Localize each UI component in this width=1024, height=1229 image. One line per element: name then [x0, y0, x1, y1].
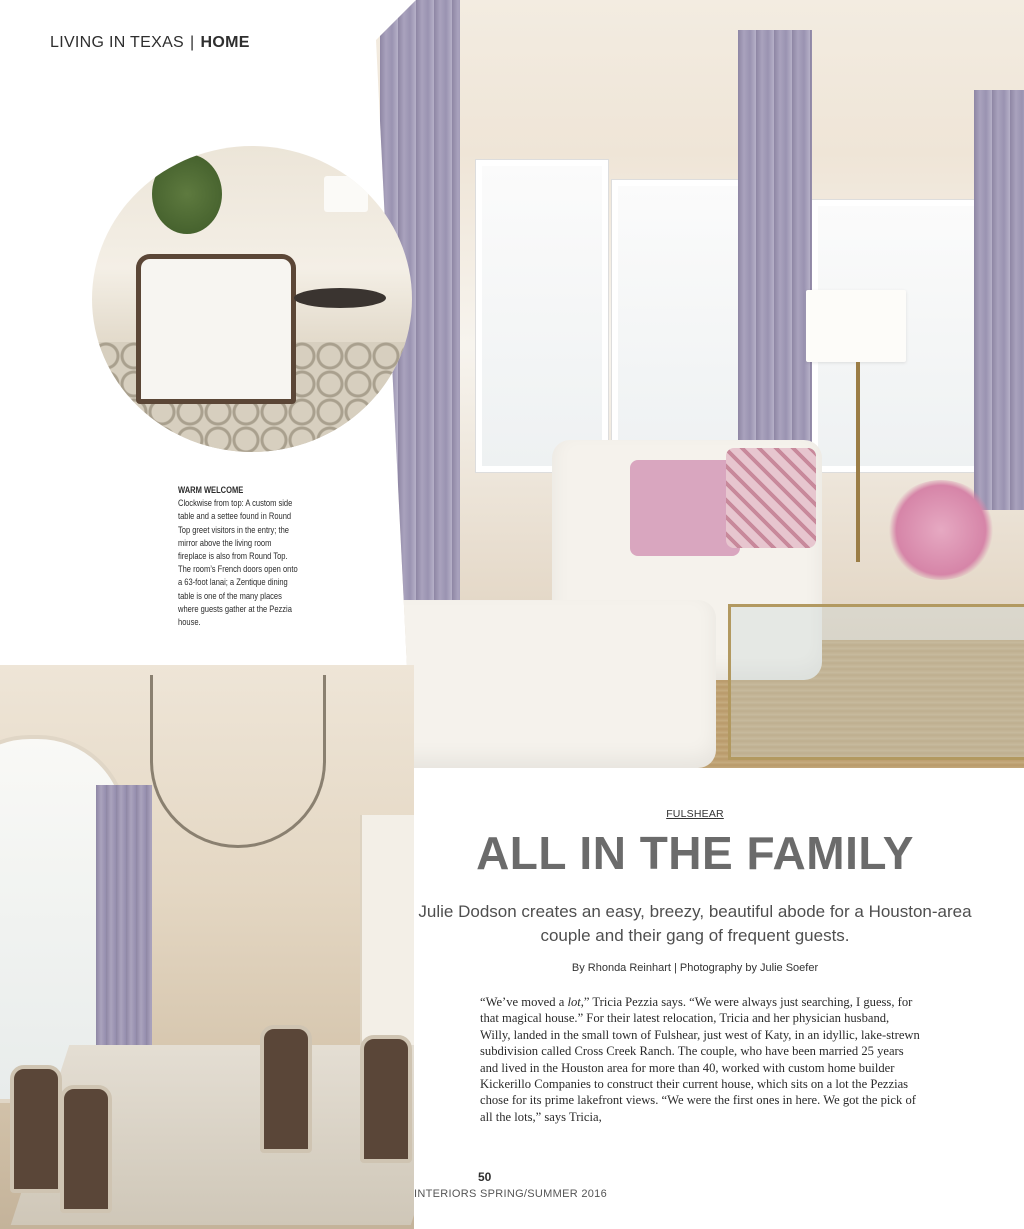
- article-headline: ALL IN THE FAMILY: [476, 827, 914, 879]
- section-separator: |: [190, 34, 195, 51]
- article-dek: Julie Dodson creates an easy, breezy, beautiful abode for a Houston-area couple and their gang of frequent guests.: [418, 902, 972, 945]
- section-label: LIVING IN TEXAS: [50, 34, 185, 51]
- article-byline: By Rhonda Reinhart | Photography by Julie Soefer: [571, 962, 819, 974]
- subsection-label: HOME: [200, 34, 250, 51]
- photo-caption: [178, 484, 298, 629]
- page-number: 50: [478, 1170, 492, 1184]
- living-room-photo: [376, 0, 1024, 768]
- caption-text: Clockwise from top: A custom side table and a settee found in Round Top greet visitors in the entry; the mirror above the living room fireplace is also from Round Top. The room’s French doors open onto a 63-foot lanai; a Zentique dining table is one of the many places where guests gather at the Pezzia house.: [178, 498, 298, 628]
- entry-photo-circle: [92, 146, 412, 452]
- dining-room-photo: [0, 665, 414, 1229]
- body-text-italic: lot: [567, 995, 581, 1009]
- section-header: [50, 34, 250, 52]
- article-kicker: FULSHEAR: [666, 808, 724, 820]
- caption-title: WARM WELCOME: [178, 485, 244, 495]
- body-text-rest: ,” Tricia Pezzia says. “We were always just searching, I guess, for that magical house.” For their latest relocation, Tricia and her physician husband, Willy, landed in the small town of Fulshear, just west of Katy, in an idyllic, lake-strewn subdivision called Cross Creek Ranch. The couple, who have been married 25 years and lived in the Houston area for more than 40, worked with custom home builder Kickerillo Companies to construct their current house, which sits on a lot the Pezzias chose for its prime lakefront views. “We were the first ones in here. We got the pick of all the lots,” says Tricia,: [480, 995, 920, 1124]
- body-text-start: “We’ve moved a: [480, 995, 568, 1009]
- article-body: [480, 994, 920, 1125]
- publication-folio: INTERIORS SPRING/SUMMER 2016: [414, 1188, 607, 1200]
